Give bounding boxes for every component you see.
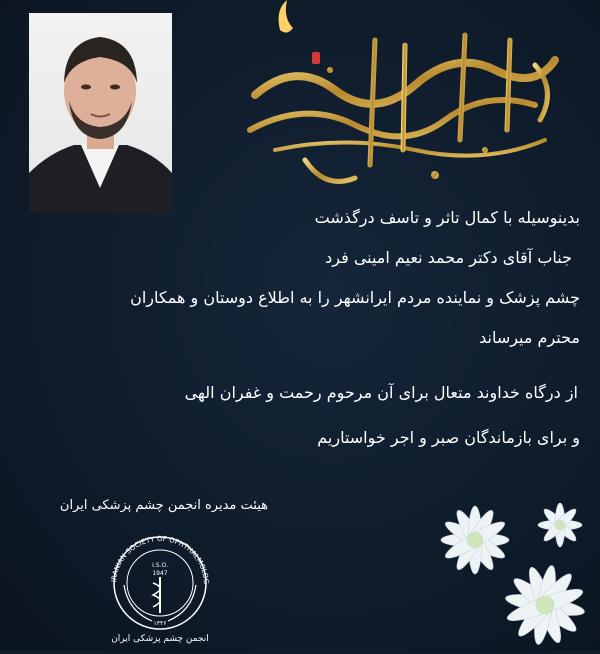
logo-year: 1947 xyxy=(152,570,168,577)
board-signature: هیئت مدیره انجمن چشم پزشکی ایران xyxy=(59,498,268,513)
message-line-6: و برای بازماندگان صبر و اجر خواستاریم xyxy=(317,428,580,447)
portrait-photo xyxy=(29,13,172,213)
society-logo xyxy=(100,525,220,645)
candle-flame-icon xyxy=(279,0,320,64)
logo-name-fa: انجمن چشم پزشکی ایران xyxy=(111,634,209,644)
logo-iso: I.S.O. xyxy=(152,562,168,569)
message-line-3: چشم پزشک و نماینده مردم ایرانشهر را به اطلاع دوستان و همکاران xyxy=(130,288,580,307)
message-line-5: از درگاه خداوند متعال برای آن مرحوم رحمت و غفران الهی xyxy=(184,383,578,402)
logo-year-fa: ۱۳۴۶ xyxy=(153,620,167,627)
calligraphy-artwork xyxy=(235,0,565,200)
message-line-1: بدینوسیله با کمال تاثر و تاسف درگذشت xyxy=(314,208,580,227)
message-line-4: محترم میرساند xyxy=(479,328,580,347)
white-chrysanthemum-icon xyxy=(420,480,600,650)
message-line-2: جناب آقای دکتر محمد نعیم امینی فرد xyxy=(325,248,572,267)
logo-ring-text: IRANIAN SOCIETY OF OPHTHALMOLOG xyxy=(110,534,211,585)
